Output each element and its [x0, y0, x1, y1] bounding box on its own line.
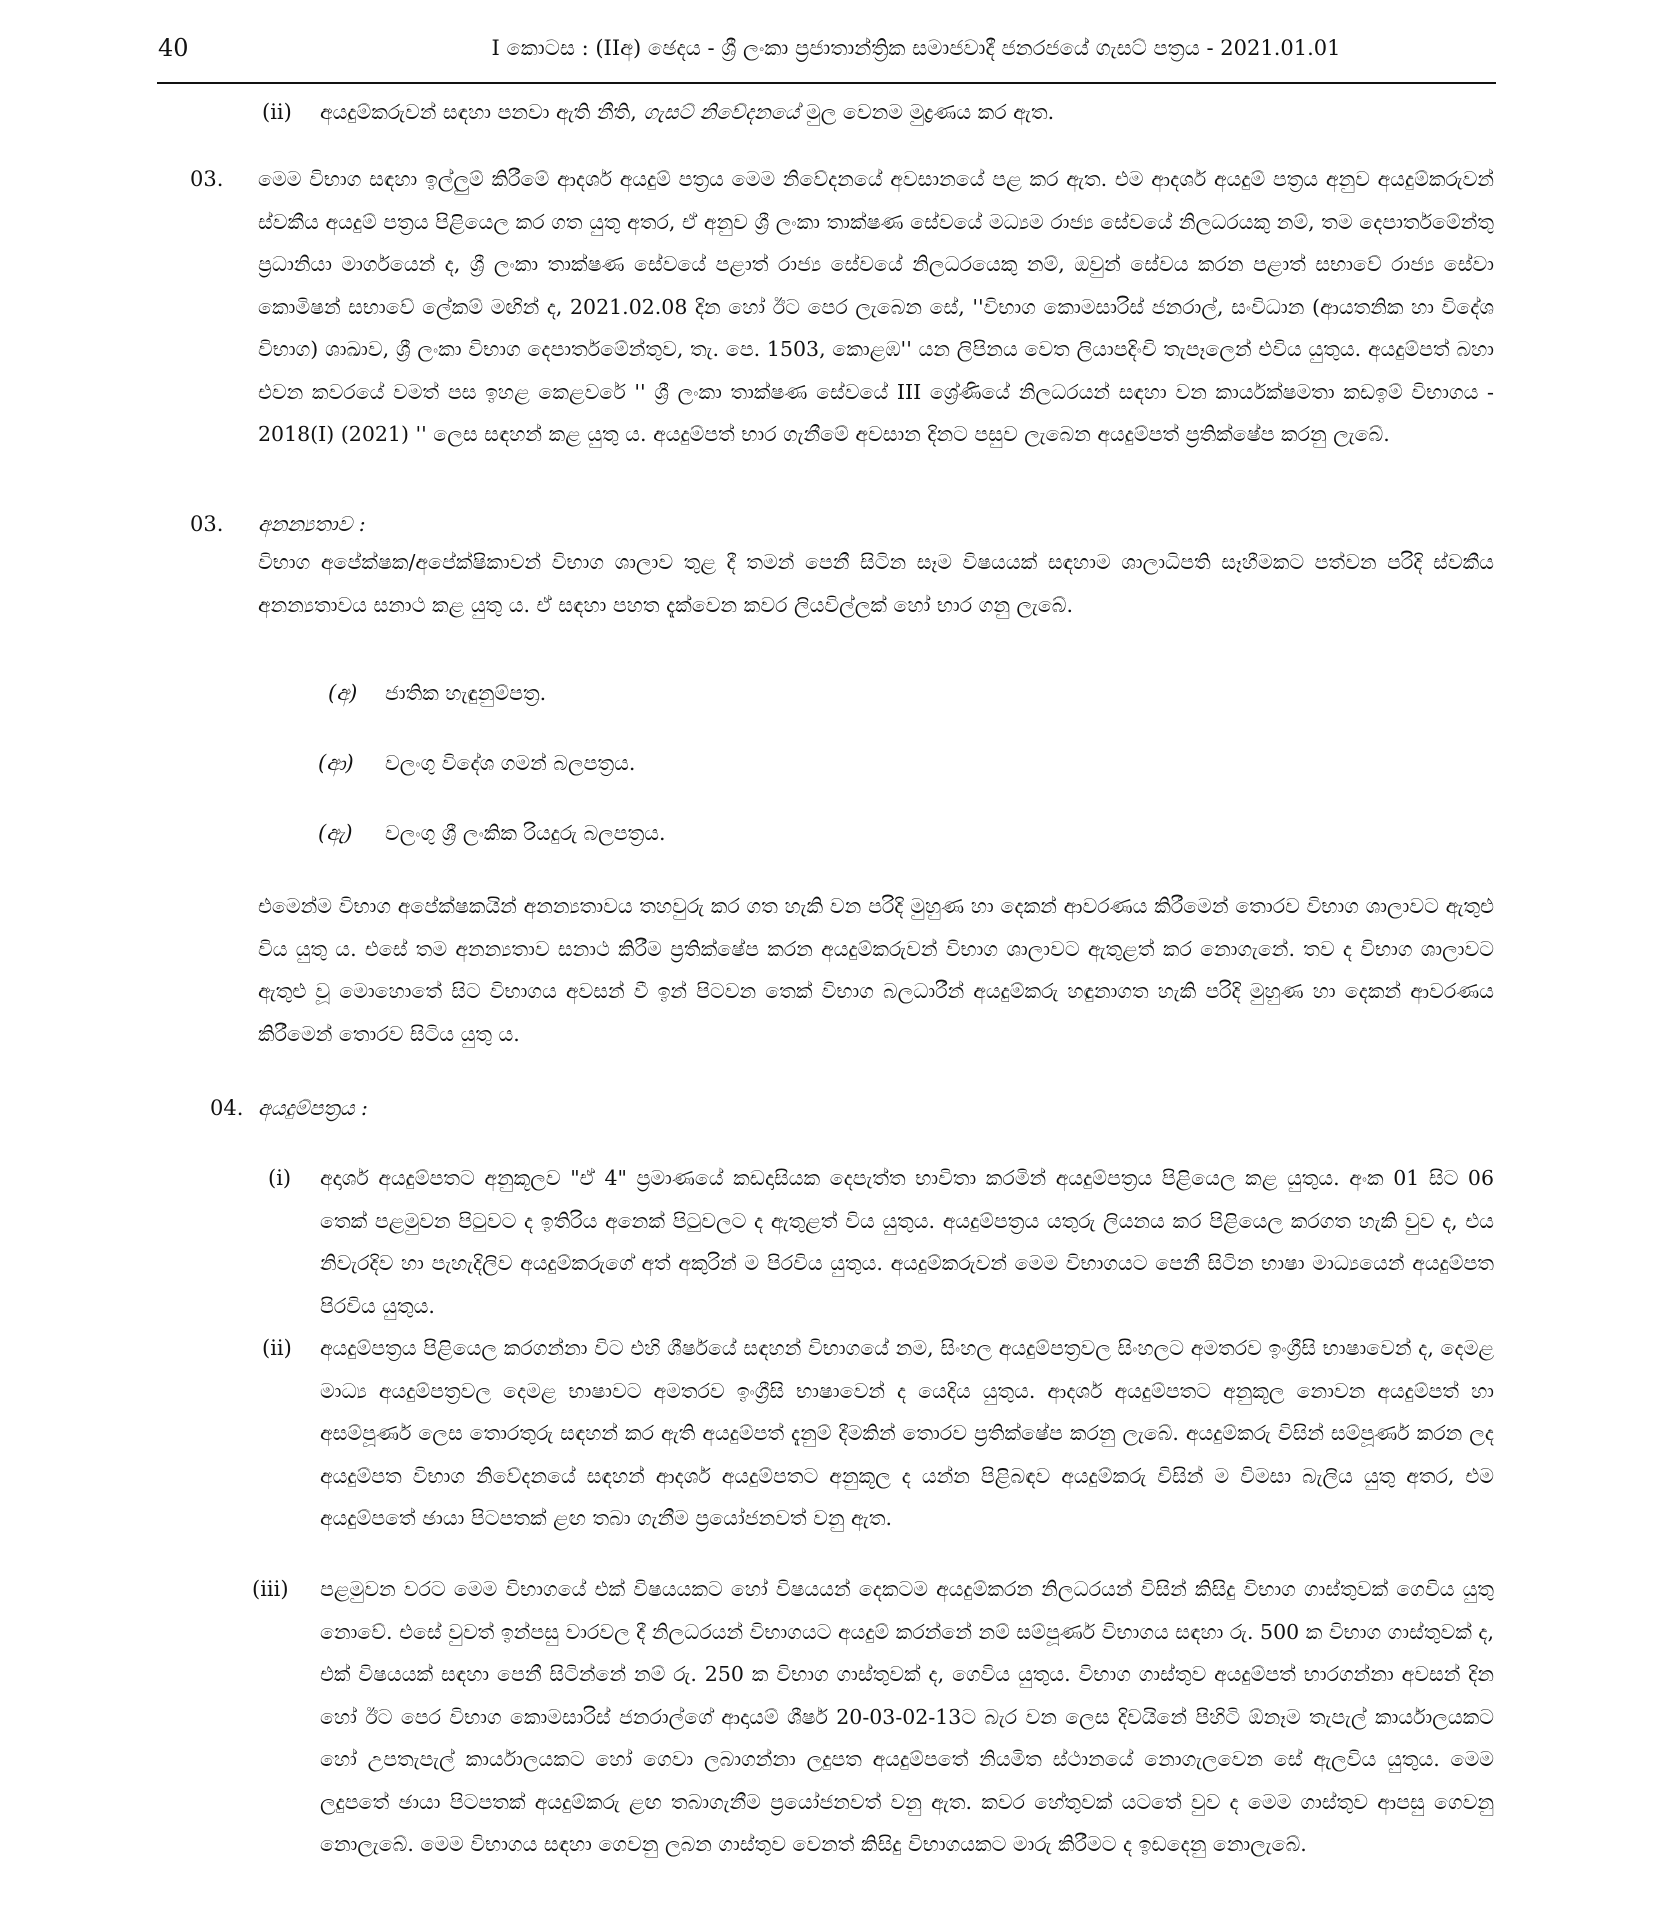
section-04-sub-text-3: පළමුවන වරට මෙම විභාගයේ එක් විෂයයකට හෝ විෂයයන් දෙකටම අයදුම්කරන නිලධරයන් විසින් කිසිදු විභාග ගාස්තුවක් ගෙවිය යුතු නොවේ. එසේ වුවත් ඉන්පසු වාරවල දී නිලධරයන් විභාගයට අයදුම් කරන්නේ නම් සම්පූර්ණ විභාගය සඳහා රු. 500 ක විභාග ගාස්තුවක් ද, එක් විෂයයක් සඳහා පෙනී සිටින්නේ නම් රු. 250 ක විභාග ගාස්තුවක් ද, ගෙවිය යුතුය. විභාග ගාස්තුව අයදුම්පත් භාරගන්නා අවසන් දින හෝ ඊට පෙර විභාග කොමසාරිස් ජනරාල්ගේ ආදායම් ශීර්ෂ 20-03-02-13ට බැර වන ලෙස දිවයිනේ පිහිටි ඕනෑම තැපැල් කාර්යාලයකට හෝ උපතැපැල් කාර්යාලයකට හෝ ගෙවා ලබාගන්නා ලදුපත අයදුම්පතේ නියමිත ස්ථානයේ නොගැලවෙන සේ ඇලවිය යුතුය. මෙම ලදුපතේ ඡායා පිටපතක් අයදුම්කරු ළඟ තබාගැනීම ප්‍රයෝජනවත් වනු ඇත. කවර හේතුවක් යටතේ වුව ද මෙම ගාස්තුව ආපසු ගෙවනු නොලැබේ. මෙම විභාගය සඳහා ගෙවනු ලබන ගාස්තුව වෙනත් කිසිදු විභාගයකට මාරු කිරීමට ද ඉඩදෙනු නොලැබේ.: [320, 1577, 1494, 1856]
section-03b-after-text: එමෙන්ම විභාග අපේක්ෂකයින් අනන්‍යතාවය තහවුරු කර ගත හැකි වන පරිදි මුහුණ හා දෙකන් ආවරණය කිරීමෙන් තොරව විභාග ශාලාවට ඇතුළු විය යුතු ය. එසේ තම අනන්‍යතාව සනාථ කිරීම ප්‍රතික්ෂේප කරන අයදුම්කරුවන් විභාග ශාලාවට ඇතුළත් කර නොගැනේ. තව ද විභාග ශාලාවට ඇතුළු වූ මොහොතේ සිට විභාගය අවසන් වී ඉන් පිටවන තෙක් විභාග බලධාරීන් අයදුම්කරු හඳුනාගත හැකි පරිදි මුහුණ හා දෙකන් ආවරණය කිරීමෙන් තොරව සිටිය යුතු ය.: [258, 894, 1494, 1046]
item-top-ii-text-a: අයදුම්කරුවන් සඳහා පනවා ඇති නීති,: [320, 100, 637, 124]
section-04-sub-label-3: (iii): [252, 1577, 289, 1601]
section-04-sub-text-2: අයදුම්පත්‍රය පිළියෙල කරගන්නා විට එහි ශීර්ෂයේ සඳහන් විභාගයේ නම, සිංහල අයදුම්පත්‍රවල සිංහලට අමතරව ඉංග්‍රීසි භාෂාවෙන් ද, දෙමළ මාධ්‍ය අයදුම්පත්‍රවල දෙමළ භාෂාවට අමතරව ඉංග්‍රීසි භාෂාවෙන් ද යෙදිය යුතුය. ආදර්ශ අයදුම්පතට අනුකූල නොවන අයදුම්පත් හා අසම්පූර්ණ ලෙස තොරතුරු සඳහන් කර ඇති අයදුම්පත් දැනුම් දීමකින් තොරව ප්‍රතික්ෂේප කරනු ලැබේ. අයදුම්කරු විසින් සම්පූර්ණ කරන ලද අයදුම්පත විභාග නිවේදනයේ සඳහන් ආදර්ශ අයදුම්පතට අනුකූල ද යන්න පිළිබඳව අයදුම්කරු විසින් ම විමසා බැලිය යුතු අතර, එම අයදුම්පතේ ඡායා පිටපතක් ළඟ තබා ගැනීම ප්‍රයෝජනවත් වනු ඇත.: [320, 1336, 1494, 1530]
id-list-item-3: වලංගු ශ්‍රී ලංකික රියදුරු බලපත්‍රය.: [385, 821, 666, 845]
item-top-ii-text: [320, 91, 1320, 134]
id-list-item-2: වලංගු විදේශ ගමන් බලපත්‍රය.: [385, 751, 636, 775]
section-03a-number: 03.: [190, 167, 224, 191]
section-04-sub-text-1: අදාර්ශ අයදුම්පතට අනුකූලව "ඒ 4" ප්‍රමාණයේ කඩදාසියක දෙපැත්ත භාවිතා කරමින් අයදුම්පත්‍රය පිළියෙල කළ යුතුය. අංක 01 සිට 06 තෙක් පළමුවන පිටුවට ද ඉතිරිය අනෙක් පිටුවලට ද ඇතුළත් විය යුතුය. අයදුම්පත්‍රය යතුරු ලියනය කර පිළියෙල කරගත හැකි වුව ද, එය නිවැරදිව හා පැහැදිලිව අයදුම්කරුගේ අත් අකුරින් ම පිරවිය යුතුය. අයදුම්කරුවන් මෙම විභාගයට පෙනී සිටින භාෂා මාධ්‍යයෙන් අයදුම්පත පිරවිය යුතුය.: [320, 1166, 1494, 1318]
id-list-item-1: ජාතික හැඳුනුම්පත්‍ර.: [385, 681, 547, 705]
header-rule: [157, 82, 1496, 84]
section-03b-text: විභාග අපේක්ෂක/අපේක්ෂිකාවන් විභාග ශාලාව තුළ දී තමන් පෙනී සිටින සෑම විෂයයක් සඳහාම ශාලාධිපති සෑහීමකට පත්වන පරිදි ස්වකීය අනන්‍යතාවය සනාථ කළ යුතු ය. ඒ සඳහා පහත දැක්වෙන කවර ලියවිල්ලක් හෝ භාර ගනු ලැබේ.: [258, 550, 1494, 617]
section-04-heading: අයදුම්පත්‍රය :: [258, 1096, 368, 1120]
page-number: 40: [158, 34, 189, 62]
section-04-sub-label-2: (ii): [262, 1336, 292, 1360]
id-list-label-2: (ආ): [318, 751, 354, 775]
section-03b-number: 03.: [190, 512, 224, 536]
section-03a-text: මෙම විභාග සඳහා ඉල්ලුම් කිරීමේ ආදර්ශ අයදුම් පත්‍රය මෙම නිවේදනයේ අවසානයේ පළ කර ඇත. එම ආදර්ශ අයදුම් පත්‍රය අනුව අයදුම්කරුවන් ස්වකීය අයදුම් පත්‍රය පිළියෙල කර ගත යුතු අතර, ඒ අනුව ශ්‍රී ලංකා තාක්ෂණ සේවයේ මධ්‍යම රාජ්‍ය සේවයේ නිලධරයකු නම්, තම දෙපාර්තමේන්තු ප්‍රධානියා මාර්ගයෙන් ද, ශ්‍රී ලංකා තාක්ෂණ සේවයේ පළාත් රාජ්‍ය සේවයේ නිලධරයෙකු නම්, ඔවුන් සේවය කරන පළාත් සභාවේ රාජ්‍ය සේවා කොමිෂන් සභාවේ ලේකම් මඟින් ද, 2021.02.08 දින හෝ ඊට පෙර ලැබෙන සේ, ''විභාග කොමසාරිස් ජනරාල්, සංවිධාන (ආයතනික හා විදේශ විභාග) ශාඛාව, ශ්‍රී ලංකා විභාග දෙපාර්තමේන්තුව, තැ. පෙ. 1503, කොළඹ'' යන ලිපිනය වෙත ලියාපදිංචි තැපෑලෙන් එවිය යුතුය. අයදුම්පත් බහා එවන කවරයේ වමත් පස ඉහළ කෙළවරේ '' ශ්‍රී ලංකා තාක්ෂණ සේවයේ III ශ්‍රේණියේ නිලධරයන් සඳහා වන කාර්යක්ෂමතා කඩඉම් විභාගය - 2018(I) (2021) '' ලෙස සඳහන් කළ යුතු ය. අයදුම්පත් භාර ගැනීමේ අවසාන දිනට පසුව ලැබෙන අයදුම්පත් ප්‍රතික්ෂේප කරනු ලැබේ.: [258, 167, 1494, 446]
section-04-sub-label-1: (i): [268, 1166, 292, 1190]
item-top-ii-text-b: මුල වෙනම මුද්‍රණය කර ඇත.: [806, 100, 1055, 124]
page-header: [158, 30, 1494, 76]
id-list-label-3: (ඇ): [318, 821, 353, 845]
header-title: I කොටස : (IIඅ) ඡෙදය - ශ්‍රී ලංකා ප්‍රජාතාන්ත්‍රික සමාජවාදී ජනරජයේ ගැසට් පත්‍රය - 2021.01.01: [491, 36, 1341, 60]
item-top-ii-number: (ii): [262, 100, 292, 124]
section-04-number: 04.: [210, 1096, 244, 1120]
section-03b-heading: අනන්‍යතාව :: [258, 512, 366, 536]
id-list-label-1: (අ): [328, 681, 358, 705]
item-top-ii-italic: ගැසට් නිවේදනයේ: [643, 100, 800, 124]
